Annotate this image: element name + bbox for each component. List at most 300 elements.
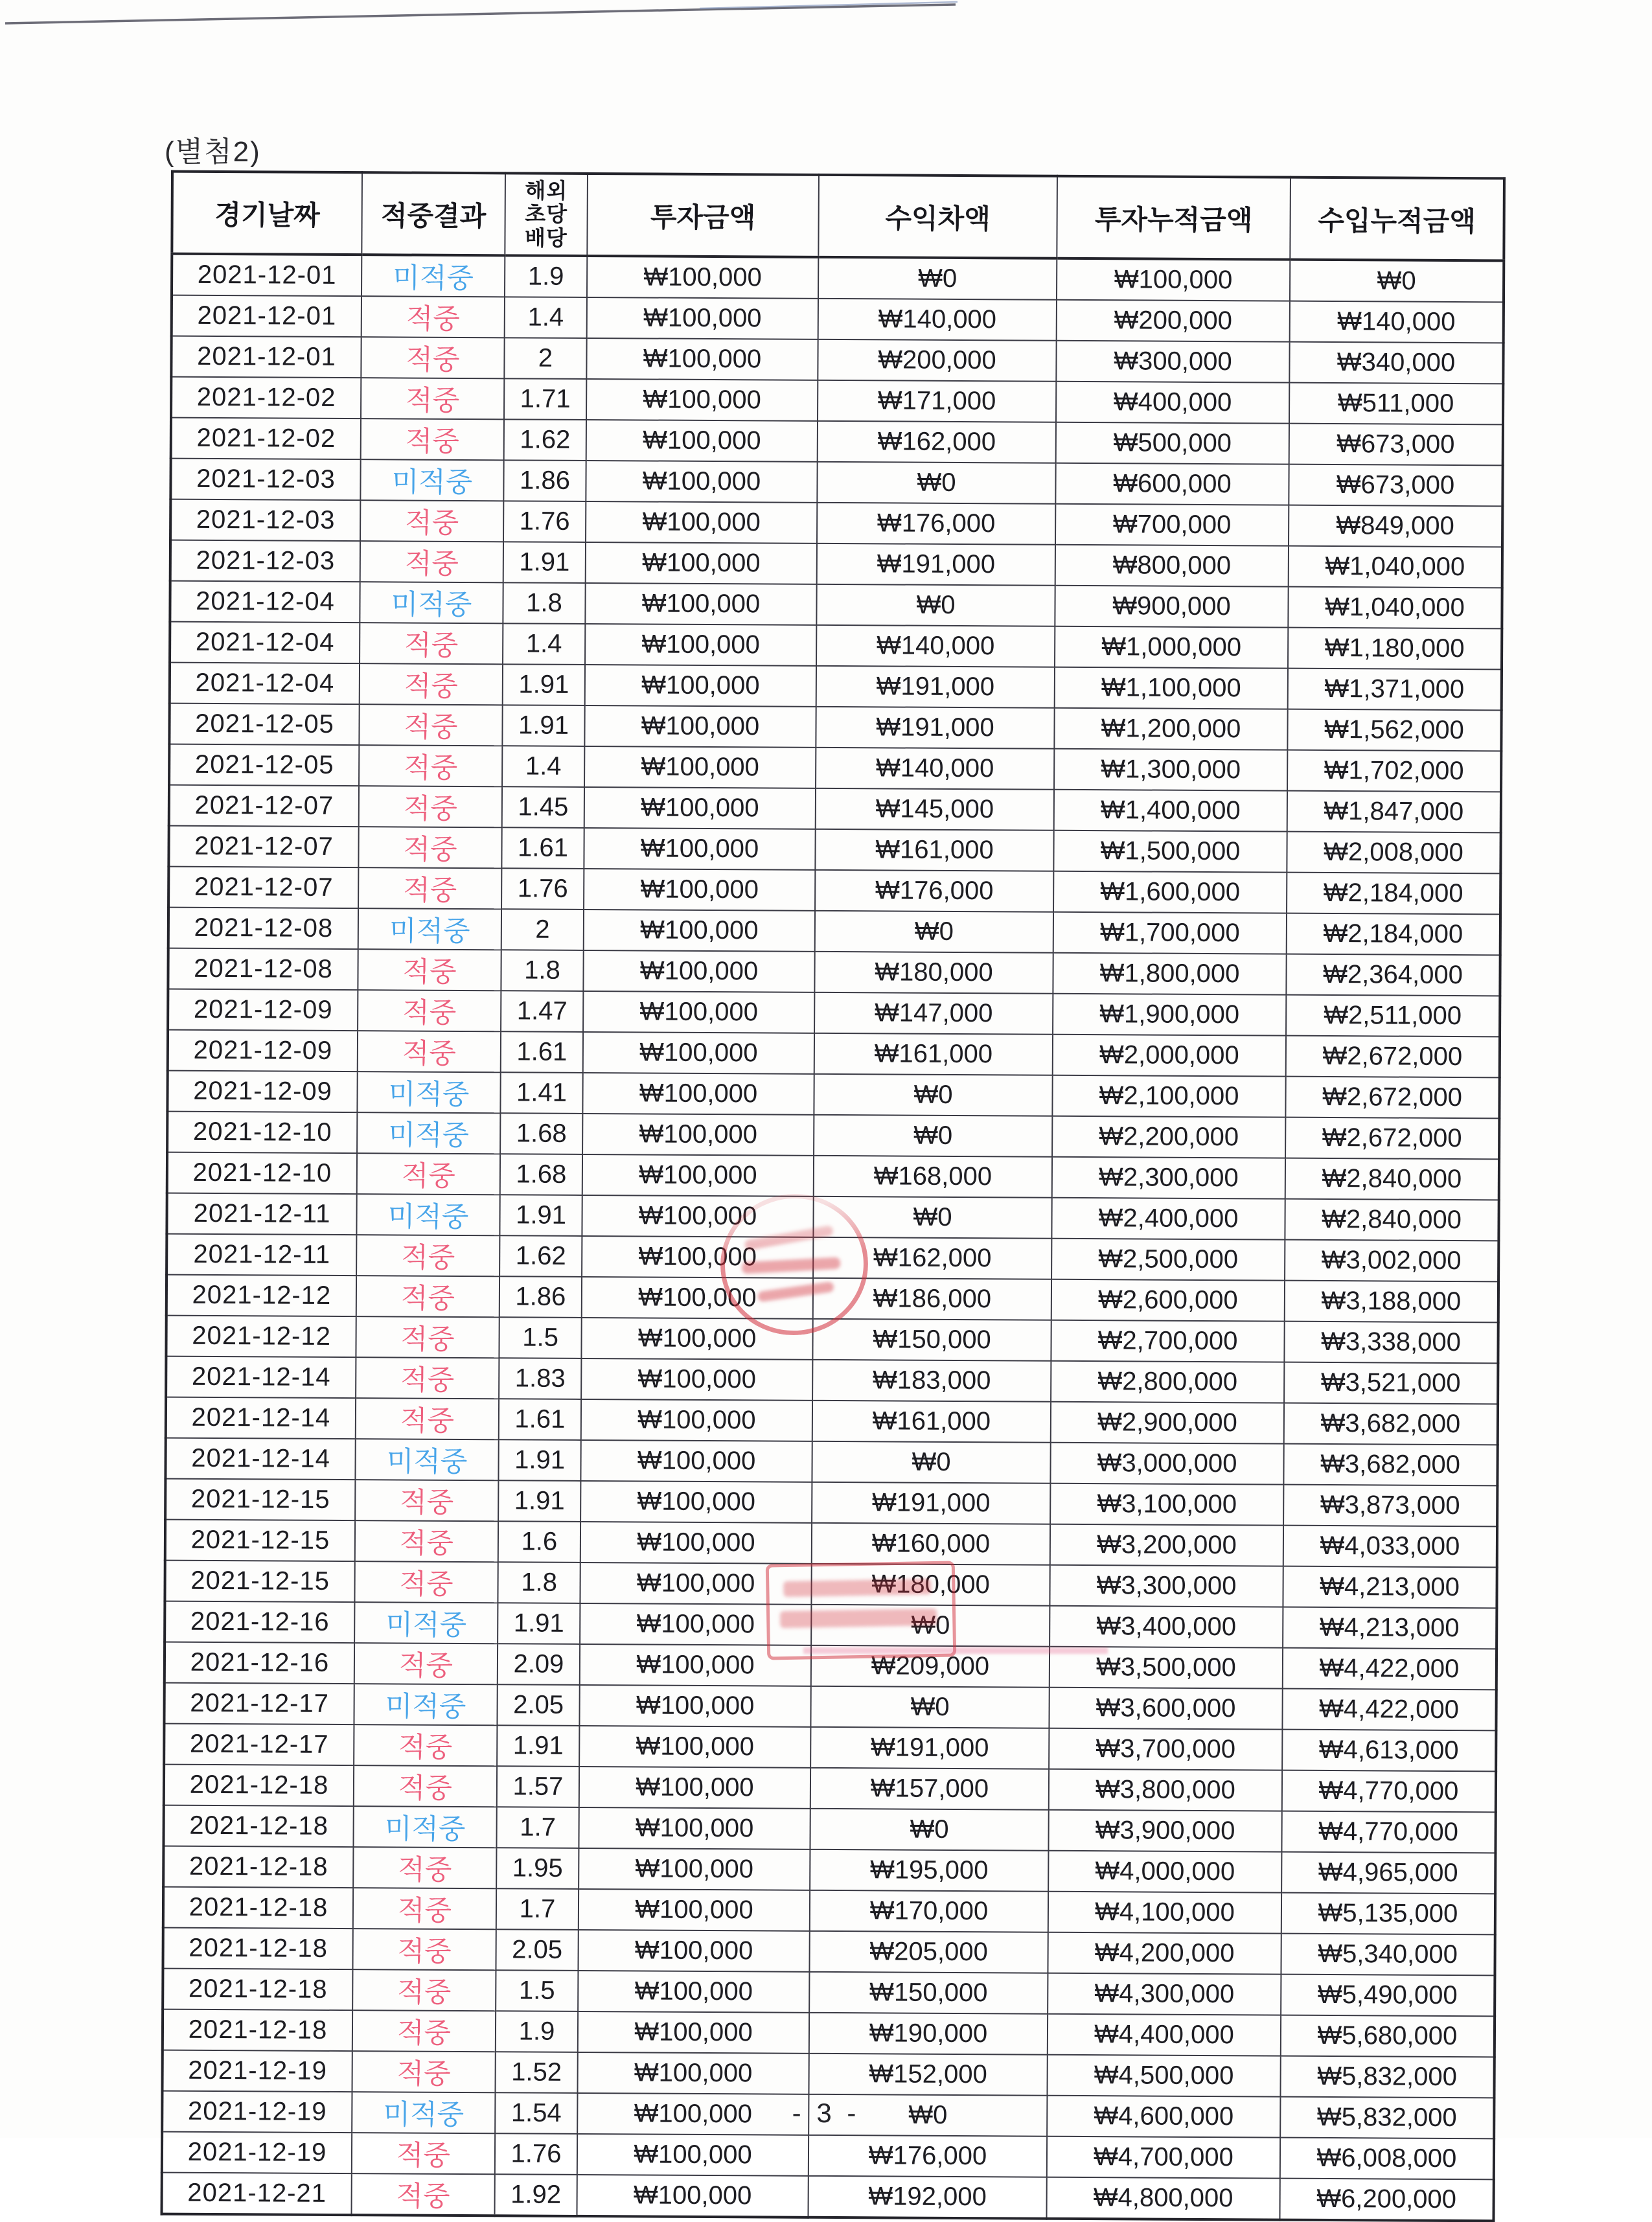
cell-profit: ₩0 (813, 1197, 1051, 1239)
cell-date: 2021-12-04 (170, 622, 360, 664)
cell-invest-cum: ₩300,000 (1056, 341, 1289, 383)
cell-result: 적중 (359, 786, 502, 827)
cell-profit: ₩0 (814, 1074, 1052, 1116)
cell-profit: ₩0 (815, 911, 1053, 953)
cell-invest: ₩100,000 (587, 256, 818, 299)
cell-invest-cum: ₩3,600,000 (1049, 1688, 1282, 1730)
cell-invest: ₩100,000 (577, 2175, 808, 2217)
cell-result: 미적중 (354, 1602, 498, 1644)
cell-odds: 1.45 (502, 786, 584, 828)
cell-result: 적중 (359, 704, 502, 746)
cell-result: 미적중 (354, 1684, 497, 1725)
cell-income-cum: ₩5,135,000 (1281, 1893, 1495, 1935)
cell-result: 미적중 (360, 459, 503, 501)
cell-income-cum: ₩5,832,000 (1280, 2056, 1494, 2098)
cell-invest: ₩100,000 (580, 1644, 811, 1686)
cell-invest: ₩100,000 (578, 2011, 809, 2054)
table-row (164, 1765, 1496, 1813)
cell-invest-cum: ₩3,700,000 (1049, 1728, 1282, 1770)
cell-profit: ₩0 (816, 584, 1055, 626)
cell-profit: ₩191,000 (816, 666, 1055, 708)
cell-income-cum: ₩849,000 (1289, 505, 1502, 547)
cell-income-cum: ₩3,873,000 (1283, 1485, 1497, 1527)
cell-date: 2021-12-15 (165, 1561, 354, 1603)
cell-date: 2021-12-08 (168, 948, 358, 991)
cell-invest: ₩100,000 (585, 665, 816, 707)
cell-result: 미적중 (361, 255, 505, 297)
cell-date: 2021-12-04 (170, 581, 360, 623)
table-row (169, 785, 1501, 833)
cell-odds: 1.9 (505, 255, 587, 297)
cell-invest-cum: ₩2,300,000 (1052, 1157, 1285, 1199)
cell-income-cum: ₩1,180,000 (1288, 628, 1502, 670)
cell-date: 2021-12-10 (167, 1152, 357, 1195)
cell-odds: 1.91 (497, 1725, 579, 1767)
cell-odds: 1.86 (503, 460, 586, 501)
cell-invest-cum: ₩4,200,000 (1048, 1932, 1281, 1975)
cell-date: 2021-12-03 (170, 540, 360, 582)
cell-invest-cum: ₩3,400,000 (1050, 1606, 1283, 1648)
stamp-text-smudge (783, 1579, 931, 1597)
cell-result: 적중 (358, 949, 501, 991)
cell-date: 2021-12-03 (170, 459, 360, 501)
cell-profit: ₩0 (811, 1605, 1050, 1647)
cell-profit: ₩0 (810, 1809, 1048, 1851)
cell-result: 적중 (359, 745, 502, 786)
cell-income-cum: ₩4,422,000 (1283, 1648, 1497, 1690)
table-row (172, 254, 1504, 303)
cell-invest-cum: ₩1,000,000 (1055, 626, 1288, 669)
cell-date: 2021-12-18 (163, 1846, 353, 1888)
cell-invest: ₩100,000 (584, 910, 815, 952)
cell-result: 미적중 (357, 1071, 500, 1113)
cell-income-cum: ₩511,000 (1289, 383, 1503, 425)
cell-invest-cum: ₩800,000 (1055, 545, 1289, 587)
cell-profit: ₩150,000 (809, 1972, 1048, 2014)
cell-invest-cum: ₩1,900,000 (1053, 994, 1286, 1036)
cell-invest-cum: ₩3,000,000 (1050, 1443, 1283, 1485)
cell-invest-cum: ₩200,000 (1057, 300, 1290, 342)
cell-result: 적중 (358, 827, 501, 868)
cell-invest: ₩100,000 (584, 828, 815, 870)
cell-odds: 1.57 (497, 1766, 579, 1807)
cell-invest-cum: ₩1,600,000 (1053, 871, 1287, 913)
cell-income-cum: ₩1,847,000 (1287, 791, 1501, 833)
cell-odds: 1.54 (495, 2092, 577, 2134)
cell-result: 적중 (358, 1031, 501, 1072)
cell-invest: ₩100,000 (577, 2134, 809, 2176)
cell-date: 2021-12-14 (166, 1357, 356, 1399)
page-number: - 3 - (792, 2098, 860, 2128)
cell-invest: ₩100,000 (579, 1807, 810, 1850)
cell-profit: ₩176,000 (817, 503, 1055, 545)
cell-invest: ₩100,000 (586, 542, 817, 584)
cell-income-cum: ₩4,613,000 (1282, 1730, 1496, 1772)
cell-profit: ₩183,000 (812, 1360, 1051, 1402)
cell-profit: ₩0 (817, 462, 1055, 504)
cell-odds: 1.91 (498, 1439, 580, 1481)
cell-invest: ₩100,000 (582, 1236, 813, 1278)
cell-income-cum: ₩4,213,000 (1283, 1607, 1497, 1649)
cell-date: 2021-12-02 (171, 377, 361, 419)
cell-odds: 1.91 (498, 1603, 580, 1644)
cell-invest-cum: ₩600,000 (1055, 463, 1289, 505)
cell-date: 2021-12-18 (163, 1887, 353, 1929)
cell-income-cum: ₩4,213,000 (1283, 1566, 1497, 1609)
cell-odds: 1.47 (501, 991, 583, 1032)
cell-date: 2021-12-01 (172, 295, 361, 338)
cell-invest: ₩100,000 (580, 1522, 812, 1564)
cell-income-cum: ₩5,680,000 (1281, 2015, 1495, 2057)
cell-profit: ₩191,000 (816, 707, 1054, 749)
cell-date: 2021-12-10 (167, 1112, 357, 1154)
cell-odds: 1.62 (504, 419, 586, 461)
cell-result: 적중 (353, 1847, 496, 1888)
cell-invest-cum: ₩2,600,000 (1051, 1279, 1285, 1322)
cell-profit: ₩168,000 (814, 1156, 1052, 1198)
cell-invest-cum: ₩400,000 (1056, 382, 1289, 424)
cell-date: 2021-12-07 (169, 785, 359, 827)
table-row (170, 540, 1502, 588)
table-row (163, 1887, 1495, 1935)
cell-invest-cum: ₩4,300,000 (1048, 1973, 1281, 2015)
cell-invest: ₩100,000 (580, 1481, 812, 1523)
cell-income-cum: ₩2,364,000 (1286, 954, 1500, 996)
cell-invest-cum: ₩2,000,000 (1053, 1035, 1286, 1077)
cell-date: 2021-12-19 (162, 2050, 352, 2092)
cell-date: 2021-12-19 (162, 2132, 352, 2174)
cell-invest-cum: ₩4,500,000 (1047, 2055, 1280, 2097)
cell-odds: 1.61 (501, 827, 584, 869)
table-row (169, 744, 1501, 792)
cell-date: 2021-12-02 (171, 418, 361, 460)
cell-odds: 1.61 (501, 1031, 583, 1073)
cell-invest-cum: ₩2,500,000 (1051, 1239, 1285, 1281)
table-row (164, 1683, 1496, 1731)
cell-invest-cum: ₩1,500,000 (1053, 830, 1287, 873)
cell-invest: ₩100,000 (578, 1930, 809, 1972)
cell-income-cum: ₩6,008,000 (1280, 2138, 1494, 2180)
cell-income-cum: ₩673,000 (1289, 424, 1503, 466)
cell-profit: ₩160,000 (812, 1523, 1050, 1565)
table-row (168, 908, 1500, 956)
table-row (168, 948, 1500, 996)
cell-invest: ₩100,000 (581, 1399, 812, 1441)
cell-invest: ₩100,000 (586, 501, 817, 544)
cell-income-cum: ₩3,338,000 (1284, 1322, 1498, 1364)
cell-odds: 1.76 (501, 868, 584, 910)
cell-date: 2021-12-09 (168, 1030, 358, 1072)
cell-invest-cum: ₩2,200,000 (1052, 1116, 1285, 1158)
cell-profit: ₩191,000 (817, 544, 1055, 586)
results-table (160, 170, 1506, 2222)
cell-result: 적중 (354, 1765, 497, 1807)
cell-invest: ₩100,000 (586, 461, 817, 503)
cell-income-cum: ₩340,000 (1289, 342, 1503, 384)
cell-income-cum: ₩2,184,000 (1287, 873, 1500, 915)
cell-income-cum: ₩4,770,000 (1281, 1811, 1495, 1853)
cell-income-cum: ₩3,682,000 (1284, 1403, 1498, 1445)
table-row (165, 1479, 1497, 1527)
cell-invest-cum: ₩2,900,000 (1051, 1402, 1284, 1444)
cell-odds: 1.76 (503, 501, 586, 542)
cell-result: 미적중 (353, 1806, 496, 1848)
cell-income-cum: ₩3,002,000 (1285, 1240, 1498, 1282)
cell-date: 2021-12-07 (168, 867, 358, 909)
cell-invest: ₩100,000 (579, 1889, 810, 1931)
table-row (163, 1805, 1495, 1853)
cell-profit: ₩161,000 (815, 829, 1053, 871)
cell-odds: 1.7 (496, 1888, 579, 1930)
cell-invest: ₩100,000 (577, 2093, 809, 2135)
cell-odds: 1.41 (500, 1072, 582, 1114)
cell-date: 2021-12-03 (170, 499, 360, 542)
red-rectangular-stamp-icon (766, 1561, 957, 1660)
cell-odds: 1.8 (498, 1562, 580, 1603)
table-row (165, 1520, 1497, 1568)
cell-income-cum: ₩4,422,000 (1282, 1689, 1496, 1731)
cell-invest-cum: ₩3,100,000 (1050, 1483, 1283, 1526)
cell-profit: ₩205,000 (809, 1931, 1048, 1973)
cell-invest-cum: ₩1,200,000 (1054, 708, 1287, 750)
cell-result: 적중 (361, 418, 504, 460)
table-header-row (172, 172, 1504, 261)
cell-result: 적중 (356, 1276, 499, 1317)
cell-result: 적중 (358, 990, 501, 1031)
cell-profit: ₩192,000 (808, 2176, 1046, 2219)
cell-income-cum: ₩2,672,000 (1285, 1077, 1499, 1119)
table-row (171, 418, 1503, 466)
cell-invest: ₩100,000 (582, 1073, 814, 1115)
cell-result: 적중 (354, 1724, 497, 1766)
cell-date: 2021-12-09 (168, 989, 358, 1031)
cell-profit: ₩180,000 (814, 952, 1053, 994)
cell-invest-cum: ₩4,100,000 (1048, 1892, 1281, 1934)
cell-invest: ₩100,000 (578, 1971, 809, 2013)
cell-income-cum: ₩1,702,000 (1287, 750, 1501, 792)
cell-invest-cum: ₩4,400,000 (1048, 2014, 1281, 2056)
cell-invest: ₩100,000 (583, 1032, 814, 1074)
cell-profit: ₩147,000 (814, 992, 1053, 1035)
cell-result: 적중 (355, 1520, 498, 1562)
cell-income-cum: ₩4,033,000 (1283, 1526, 1497, 1568)
cell-odds: 1.9 (496, 2011, 578, 2052)
table-row (170, 459, 1502, 507)
cell-odds: 2 (504, 338, 586, 379)
cell-invest-cum: ₩4,600,000 (1047, 2096, 1280, 2138)
cell-invest-cum: ₩3,300,000 (1050, 1565, 1283, 1607)
cell-income-cum: ₩2,840,000 (1285, 1199, 1498, 1241)
cell-result: 미적중 (355, 1439, 498, 1480)
cell-profit: ₩176,000 (809, 2135, 1047, 2177)
cell-invest-cum: ₩500,000 (1056, 422, 1289, 464)
cell-result: 미적중 (360, 582, 503, 623)
cell-income-cum: ₩2,672,000 (1286, 1036, 1500, 1078)
cell-date: 2021-12-12 (166, 1316, 356, 1358)
cell-date: 2021-12-14 (165, 1438, 355, 1480)
table-row (171, 377, 1503, 425)
cell-date: 2021-12-16 (165, 1642, 354, 1684)
cell-invest-cum: ₩1,100,000 (1055, 667, 1288, 709)
cell-odds: 1.68 (500, 1113, 582, 1154)
cell-profit: ₩190,000 (809, 2013, 1048, 2055)
cell-date: 2021-12-01 (171, 336, 361, 378)
cell-odds: 1.71 (504, 378, 586, 420)
cell-odds: 1.86 (499, 1276, 582, 1318)
cell-date: 2021-12-17 (164, 1683, 354, 1725)
cell-result: 미적중 (356, 1194, 499, 1235)
cell-result: 적중 (352, 1929, 496, 1970)
cell-odds: 1.62 (499, 1235, 582, 1277)
cell-profit: ₩0 (818, 257, 1057, 300)
cell-result: 적중 (356, 1398, 499, 1439)
cell-income-cum: ₩2,511,000 (1286, 995, 1500, 1037)
cell-date: 2021-12-05 (169, 744, 359, 786)
cell-date: 2021-12-18 (163, 1969, 352, 2011)
cell-profit: ₩152,000 (809, 2054, 1047, 2096)
cell-date: 2021-12-04 (170, 663, 360, 705)
cell-invest-cum: ₩4,700,000 (1047, 2136, 1280, 2179)
cell-profit: ₩171,000 (818, 380, 1056, 422)
cell-odds: 1.52 (495, 2052, 577, 2093)
table-row (164, 1724, 1496, 1772)
cell-invest: ₩100,000 (583, 950, 814, 992)
cell-invest: ₩100,000 (583, 991, 814, 1033)
cell-odds: 2 (501, 909, 584, 950)
cell-profit: ₩0 (814, 1115, 1052, 1157)
cell-date: 2021-12-14 (166, 1397, 356, 1439)
table-row (166, 1357, 1498, 1404)
cell-result: 적중 (352, 2051, 495, 2092)
table-row (166, 1397, 1498, 1445)
table-row (162, 2050, 1494, 2098)
cell-invest: ₩100,000 (579, 1848, 810, 1890)
cell-profit: ₩140,000 (818, 299, 1057, 341)
cell-invest: ₩100,000 (581, 1318, 812, 1360)
table-row (169, 704, 1501, 751)
table-row (170, 499, 1502, 547)
cell-odds: 1.4 (502, 746, 584, 787)
cell-profit: ₩145,000 (816, 788, 1054, 830)
cell-profit: ₩140,000 (816, 625, 1055, 667)
cell-date: 2021-12-07 (168, 826, 358, 868)
table-row (163, 1846, 1495, 1894)
cell-invest: ₩100,000 (586, 420, 818, 462)
cell-invest: ₩100,000 (585, 624, 816, 666)
cell-invest-cum: ₩2,400,000 (1051, 1198, 1285, 1240)
cell-date: 2021-12-17 (164, 1724, 354, 1766)
cell-profit: ₩161,000 (814, 1033, 1053, 1075)
cell-result: 적중 (352, 2133, 495, 2174)
cell-invest: ₩100,000 (579, 1767, 810, 1809)
cell-result: 적중 (361, 378, 504, 419)
cell-result: 미적중 (358, 908, 501, 950)
cell-income-cum: ₩6,200,000 (1279, 2179, 1493, 2221)
cell-profit: ₩186,000 (813, 1278, 1051, 1320)
table-row (170, 663, 1502, 711)
cell-date: 2021-12-09 (167, 1071, 357, 1113)
cell-invest-cum: ₩700,000 (1055, 504, 1289, 546)
table-row (162, 2132, 1494, 2180)
header-invest-amount: 투자금액 (587, 174, 819, 257)
cell-result: 적중 (356, 1235, 499, 1276)
cell-date: 2021-12-11 (166, 1193, 356, 1235)
cell-odds: 1.4 (505, 297, 587, 338)
cell-invest: ₩100,000 (584, 787, 816, 829)
cell-invest-cum: ₩2,800,000 (1051, 1361, 1284, 1403)
cell-odds: 1.76 (495, 2133, 577, 2175)
header-hit-result: 적중결과 (361, 172, 505, 255)
cell-result: 적중 (354, 1561, 498, 1603)
table-row (168, 989, 1500, 1037)
cell-odds: 1.91 (498, 1480, 580, 1522)
cell-date: 2021-12-11 (166, 1234, 356, 1276)
cell-income-cum: ₩140,000 (1290, 301, 1504, 343)
table-row (167, 1112, 1499, 1160)
stamp-text-smudge (780, 1609, 937, 1628)
cell-result: 적중 (358, 867, 501, 909)
cell-date: 2021-12-15 (165, 1520, 355, 1562)
cell-date: 2021-12-18 (164, 1765, 354, 1807)
header-profit-diff: 수익차액 (818, 175, 1057, 258)
cell-income-cum: ₩2,008,000 (1287, 832, 1500, 874)
cell-odds: 1.91 (503, 542, 586, 583)
cell-odds: 1.5 (499, 1317, 581, 1358)
stamp-ink-smudge (803, 1647, 1108, 1654)
cell-income-cum: ₩1,562,000 (1287, 709, 1501, 751)
cell-date: 2021-12-08 (168, 908, 358, 950)
cell-invest: ₩100,000 (587, 297, 818, 339)
table-row (168, 867, 1500, 915)
stamp-text-smudge (744, 1225, 834, 1251)
cell-profit: ₩162,000 (818, 421, 1056, 463)
cell-invest: ₩100,000 (585, 583, 816, 625)
cell-odds: 1.7 (496, 1807, 579, 1848)
cell-result: 적중 (353, 1888, 496, 1929)
cell-invest: ₩100,000 (582, 1277, 813, 1319)
header-overseas-odds: 해외 초당 배당 (505, 173, 588, 256)
table-row (163, 2010, 1495, 2057)
cell-result: 적중 (361, 337, 504, 378)
cell-odds: 1.8 (501, 950, 583, 991)
cell-invest-cum: ₩2,100,000 (1052, 1075, 1285, 1117)
cell-invest: ₩100,000 (580, 1563, 811, 1605)
cell-result: 적중 (360, 623, 503, 664)
cell-odds: 1.91 (499, 1195, 582, 1236)
cell-date: 2021-12-16 (165, 1601, 354, 1644)
cell-profit: ₩191,000 (812, 1482, 1050, 1524)
cell-odds: 2.09 (498, 1644, 580, 1685)
table-row (168, 826, 1500, 874)
cell-income-cum: ₩2,840,000 (1285, 1158, 1499, 1200)
cell-result: 적중 (360, 541, 503, 582)
table-row (171, 336, 1503, 384)
cell-result: 적중 (361, 296, 505, 338)
cell-result: 적중 (352, 1969, 496, 2011)
cell-result: 적중 (351, 2173, 494, 2216)
cell-invest-cum: ₩3,200,000 (1050, 1524, 1283, 1566)
cell-profit: ₩161,000 (812, 1401, 1051, 1443)
cell-odds: 1.83 (499, 1358, 581, 1399)
header-income-cumulative: 수입누적금액 (1290, 178, 1504, 261)
cell-invest: ₩100,000 (584, 705, 816, 748)
cell-result: 적중 (356, 1357, 499, 1399)
cell-invest-cum: ₩1,700,000 (1053, 912, 1287, 954)
cell-invest: ₩100,000 (584, 869, 815, 911)
cell-date: 2021-12-18 (163, 2010, 352, 2052)
header-invest-cumulative: 투자누적금액 (1057, 176, 1291, 260)
cell-invest-cum: ₩4,800,000 (1046, 2177, 1279, 2220)
